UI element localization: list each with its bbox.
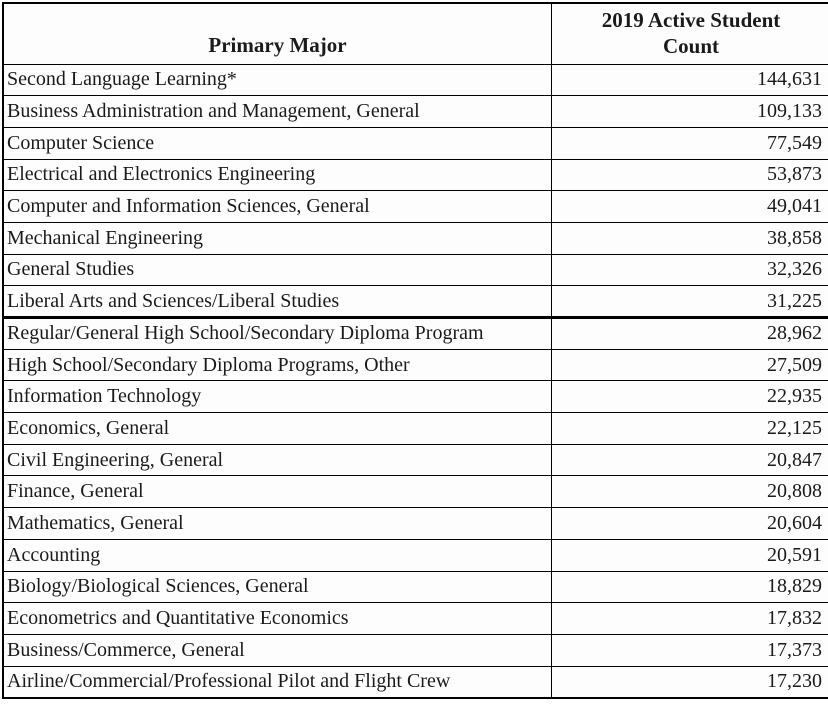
count-cell: 17,373 — [552, 634, 828, 666]
major-cell: Econometrics and Quantitative Economics — [3, 603, 552, 635]
table-body — [3, 64, 828, 698]
count-cell: 144,631 — [552, 64, 828, 96]
major-cell: Finance, General — [3, 476, 552, 508]
count-cell: 22,935 — [552, 381, 828, 413]
count-cell: 17,230 — [552, 666, 828, 698]
count-cell: 77,549 — [552, 127, 828, 159]
table-row — [3, 254, 828, 286]
table-row — [3, 634, 828, 666]
table-row — [3, 444, 828, 476]
col-header-primary-major-label: Primary Major — [208, 33, 346, 57]
count-cell: 17,832 — [552, 603, 828, 635]
major-cell: Airline/Commercial/Professional Pilot and Flight Crew — [3, 666, 552, 698]
major-cell: Mechanical Engineering — [3, 222, 552, 254]
count-cell: 20,591 — [552, 539, 828, 571]
major-cell: Information Technology — [3, 381, 552, 413]
count-cell: 38,858 — [552, 222, 828, 254]
major-cell: High School/Secondary Diploma Programs, Other — [3, 349, 552, 381]
table-row — [3, 571, 828, 603]
table-row — [3, 286, 828, 318]
major-cell: Business Administration and Management, General — [3, 96, 552, 128]
count-cell: 27,509 — [552, 349, 828, 381]
major-cell: Second Language Learning* — [3, 64, 552, 96]
col-header-primary-major — [3, 3, 552, 64]
table-row — [3, 222, 828, 254]
major-cell: Biology/Biological Sciences, General — [3, 571, 552, 603]
table-row — [3, 603, 828, 635]
major-cell: Regular/General High School/Secondary Diploma Program — [3, 318, 552, 350]
table-row — [3, 381, 828, 413]
count-cell: 18,829 — [552, 571, 828, 603]
primary-major-table — [2, 2, 828, 699]
table-row — [3, 539, 828, 571]
major-cell: Computer and Information Sciences, General — [3, 191, 552, 223]
table-row — [3, 159, 828, 191]
count-cell: 53,873 — [552, 159, 828, 191]
major-cell: Economics, General — [3, 413, 552, 445]
table-row — [3, 476, 828, 508]
major-cell: Electrical and Electronics Engineering — [3, 159, 552, 191]
table-row — [3, 191, 828, 223]
col-header-student-count — [552, 3, 828, 64]
table-row — [3, 96, 828, 128]
table-row — [3, 127, 828, 159]
count-cell: 32,326 — [552, 254, 828, 286]
table-row — [3, 666, 828, 698]
major-cell: Civil Engineering, General — [3, 444, 552, 476]
table-row — [3, 508, 828, 540]
count-cell: 20,604 — [552, 508, 828, 540]
major-cell: Computer Science — [3, 127, 552, 159]
major-cell: Mathematics, General — [3, 508, 552, 540]
count-cell: 109,133 — [552, 96, 828, 128]
major-cell: General Studies — [3, 254, 552, 286]
major-cell: Business/Commerce, General — [3, 634, 552, 666]
count-cell: 20,847 — [552, 444, 828, 476]
table-row — [3, 318, 828, 350]
table-row — [3, 64, 828, 96]
table-row — [3, 349, 828, 381]
major-cell: Accounting — [3, 539, 552, 571]
table-header-row — [3, 3, 828, 64]
count-cell: 22,125 — [552, 413, 828, 445]
major-cell: Liberal Arts and Sciences/Liberal Studies — [3, 286, 552, 318]
count-cell: 28,962 — [552, 318, 828, 350]
count-cell: 31,225 — [552, 286, 828, 318]
count-cell: 20,808 — [552, 476, 828, 508]
table-row — [3, 413, 828, 445]
count-cell: 49,041 — [552, 191, 828, 223]
col-header-student-count-label: 2019 Active Student Count — [586, 8, 796, 59]
